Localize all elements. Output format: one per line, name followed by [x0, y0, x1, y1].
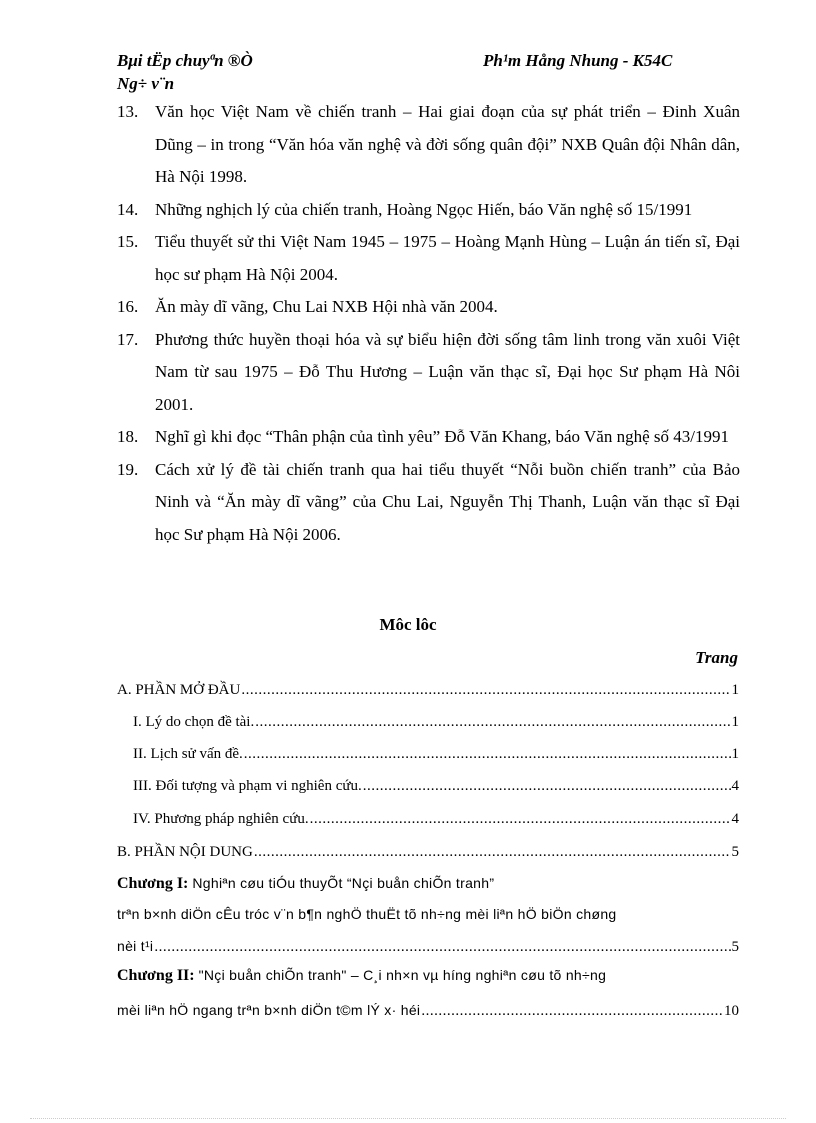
toc-leader-dots — [241, 682, 730, 699]
header-author: Ph¹m Hång Nhung - K54C — [483, 51, 673, 70]
toc-leader-dots — [255, 714, 730, 731]
reference-number: 14. — [117, 199, 139, 219]
reference-text: Tiểu thuyết sử thi Việt Nam 1945 – 1975 – Hoàng Mạnh Hùng – Luận án tiến sĩ, Đại học sư phạm Hà Nội 2004. — [155, 232, 740, 284]
reference-item — [117, 226, 740, 291]
toc-entry-label: mèi liªn hÖ ngang trªn b×nh diÖn t©m lÝ x· héi — [117, 1002, 421, 1018]
toc-entry-label: I. Lý do chọn đề tài. — [133, 714, 255, 730]
toc-title: Môc lôc — [379, 615, 437, 634]
reference-text: Nghĩ gì khi đọc “Thân phận của tình yêu” Đỗ Văn Khang, báo Văn nghệ số 43/1991 — [155, 427, 729, 446]
toc-entry-label: A. PHẦN MỞ ĐẦU — [117, 682, 241, 698]
toc-entry[interactable] — [117, 682, 739, 699]
reference-number: 16. — [117, 297, 139, 316]
toc-entry-page: 4 — [731, 811, 739, 827]
reference-number: 15. — [117, 232, 139, 251]
toc-entry[interactable] — [133, 778, 739, 795]
reference-text: Những nghịch lý của chiến tranh, Hoàng Ngọc Hiến, báo Văn nghệ số 15/1991 — [155, 199, 693, 219]
toc-entry-page: 1 — [731, 682, 739, 698]
toc-leader-dots — [363, 778, 731, 795]
toc-chapter-1-line1[interactable] — [117, 875, 494, 893]
header-subject: Ng÷ v¨n — [117, 74, 175, 93]
toc-leader-dots — [310, 811, 731, 828]
header-course-title: Bμi tËp chuyªn ®Ò — [117, 51, 253, 70]
toc-chapter-2-line2[interactable] — [117, 1002, 739, 1020]
toc-chapter-1-line3[interactable] — [117, 938, 739, 956]
toc-entry-label: III. Đối tượng và phạm vi nghiên cứu. — [133, 778, 362, 794]
toc-leader-dots — [154, 939, 730, 956]
toc-page-column-label: Trang — [695, 648, 738, 667]
toc-leader-dots — [244, 746, 731, 763]
toc-entry-page: 1 — [731, 746, 739, 762]
toc-chapter-1-prefix: Chương I: — [117, 875, 193, 892]
toc-leader-dots — [254, 844, 731, 861]
toc-leader-dots — [421, 1003, 723, 1020]
reference-number: 19. — [117, 459, 139, 479]
toc-entry-label: IV. Phương pháp nghiên cứu. — [133, 811, 309, 827]
reference-text: Cách xử lý đề tài chiến tranh qua hai tiểu thuyết “Nỗi buồn chiến tranh” của Bảo Ninh và “Ăn mày dĩ vãng” của Chu Lai, Nguyễn Thị Thanh, Luận văn thạc sĩ Đại học Sư phạm Hà Nội 2006. — [155, 459, 740, 544]
toc-chapter-2-prefix: Chương II: — [117, 967, 199, 984]
toc-chapter-1-title: Nghiªn cøu tiÓu thuyÕt “Nçi buån chiÕn tranh” — [192, 875, 495, 891]
reference-item — [117, 454, 740, 552]
toc-entry[interactable] — [133, 746, 739, 763]
toc-entry-page: 10 — [724, 1003, 739, 1019]
reference-text: Văn học Việt Nam về chiến tranh – Hai giai đoạn của sự phát triển – Đinh Xuân Dũng – in trong “Văn hóa văn nghệ và đời sống quân đội” NXB Quân đội Nhân dân, Hà Nội 1998. — [155, 102, 740, 186]
reference-text: Phương thức huyền thoại hóa và sự biểu hiện đời sống tâm linh trong văn xuôi Việt Nam từ sau 1975 – Đỗ Thu Hương – Luận văn thạc sĩ, Đại học Sư phạm Hà Nôi 2001. — [155, 329, 740, 414]
toc-entry-label: nèi t¹i — [117, 938, 154, 954]
toc-entry-page: 5 — [731, 844, 739, 860]
toc-entry-label: II. Lịch sử vấn đề. — [133, 746, 243, 762]
reference-item — [117, 194, 740, 227]
reference-number: 18. — [117, 427, 139, 446]
toc-chapter-1-line2: trªn b×nh diÖn cÊu tróc v¨n b¶n nghÖ thuËt tõ nh÷ng mèi liªn hÖ biÖn chøng — [117, 906, 617, 922]
toc-entry-page: 4 — [731, 778, 739, 794]
toc-entry-page: 5 — [731, 939, 739, 955]
toc-chapter-2-title: "Nçi buån chiÕn tranh" – C¸i nh×n vµ híng nghiªn cøu tõ nh÷ng — [198, 967, 607, 983]
toc-entry-page: 1 — [731, 714, 739, 730]
page-bottom-rule — [30, 1118, 786, 1119]
reference-number: 17. — [117, 329, 139, 349]
reference-list — [117, 96, 740, 551]
reference-text: Ăn mày dĩ vãng, Chu Lai NXB Hội nhà văn 2004. — [155, 297, 498, 316]
toc-entry[interactable] — [117, 844, 739, 861]
reference-number: 13. — [117, 102, 139, 121]
toc-chapter-2-line1[interactable] — [117, 967, 606, 985]
toc-entry-label: B. PHẦN NỘI DUNG — [117, 844, 253, 860]
reference-item — [117, 421, 740, 454]
reference-item — [117, 291, 740, 324]
reference-item — [117, 96, 740, 194]
toc-entry[interactable] — [133, 714, 739, 731]
reference-item — [117, 324, 740, 422]
toc-entry[interactable] — [133, 811, 739, 828]
